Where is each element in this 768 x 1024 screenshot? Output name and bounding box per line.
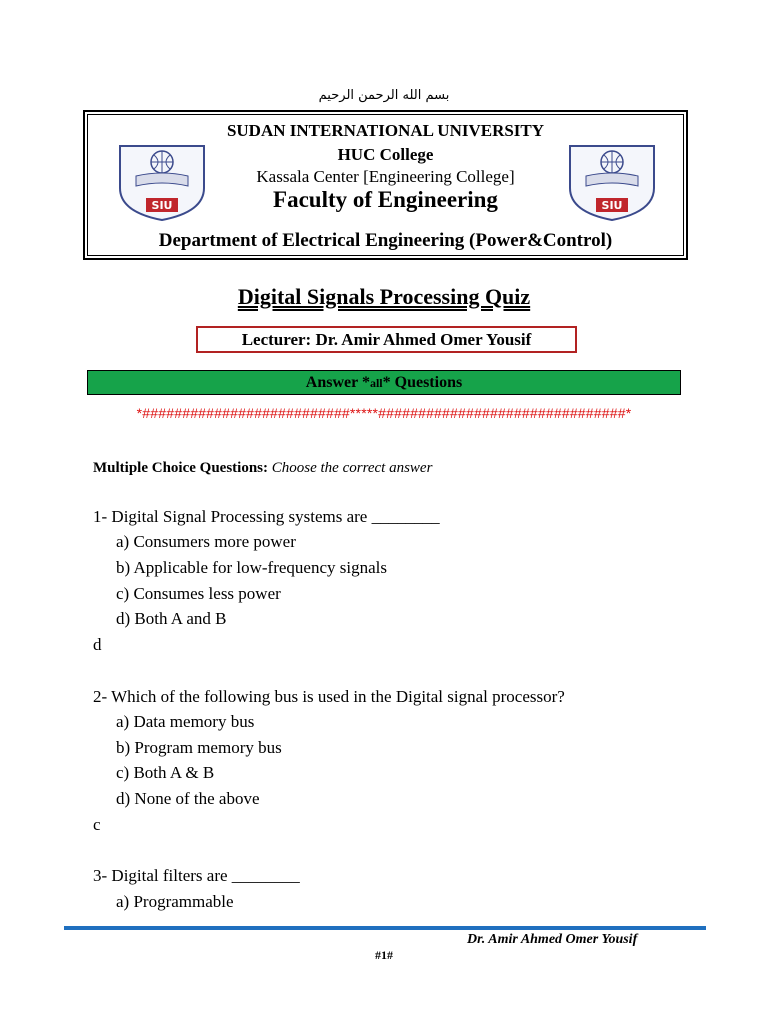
university-logo-left [114,142,210,222]
question-2-option-a: a) Data memory bus [116,712,255,731]
bismillah-text: بسم الله الرحمن الرحيم [318,88,450,103]
mcq-label: Multiple Choice Questions: [93,460,268,476]
question-3-option-a: a) Programmable [116,892,234,911]
mcq-instruction: Choose the correct answer [268,460,433,476]
question-1-option-d: d) Both A and B [116,609,227,628]
footer-divider [64,926,706,930]
question-1: 1- Digital Signal Processing systems are ________ [93,507,440,526]
question-1-answer: d [93,635,102,654]
lecturer-box: Lecturer: Dr. Amir Ahmed Omer Yousif [196,326,577,353]
question-1-option-b: b) Applicable for low-frequency signals [116,558,387,577]
logo-left-text: SIU [151,199,173,212]
department-name: Department of Electrical Engineering (Power&Control) [158,230,613,251]
quiz-title: Digital Signals Processing Quiz [237,284,531,309]
question-2-answer: c [93,815,101,834]
answer-all-word: all [369,376,383,390]
answer-all-banner [87,370,681,395]
question-1-option-c: c) Consumes less power [116,584,281,603]
header-box [83,110,688,260]
question-2-option-b: b) Program memory bus [116,738,282,757]
page-number: #1# [375,948,393,962]
mcq-heading [93,460,432,477]
footer-author: Dr. Amir Ahmed Omer Yousif [467,932,638,947]
question-1-option-a: a) Consumers more power [116,532,296,551]
question-2-option-d: d) None of the above [116,789,260,808]
question-2-option-c: c) Both A & B [116,763,215,782]
faculty-name: Faculty of Engineering [273,187,498,212]
separator-line: *##########################*****###############################* [136,405,632,421]
logo-right-text: SIU [601,199,623,212]
university-name: SUDAN INTERNATIONAL UNIVERSITY [226,121,545,140]
question-2: 2- Which of the following bus is used in the Digital signal processor? [93,687,565,706]
answer-suffix: * Questions [382,374,463,391]
question-3: 3- Digital filters are ________ [93,866,300,885]
answer-prefix: Answer * [305,374,370,391]
college-name: HUC College [337,145,434,164]
center-name: Kassala Center [Engineering College] [256,167,515,186]
university-logo-right [564,142,660,222]
